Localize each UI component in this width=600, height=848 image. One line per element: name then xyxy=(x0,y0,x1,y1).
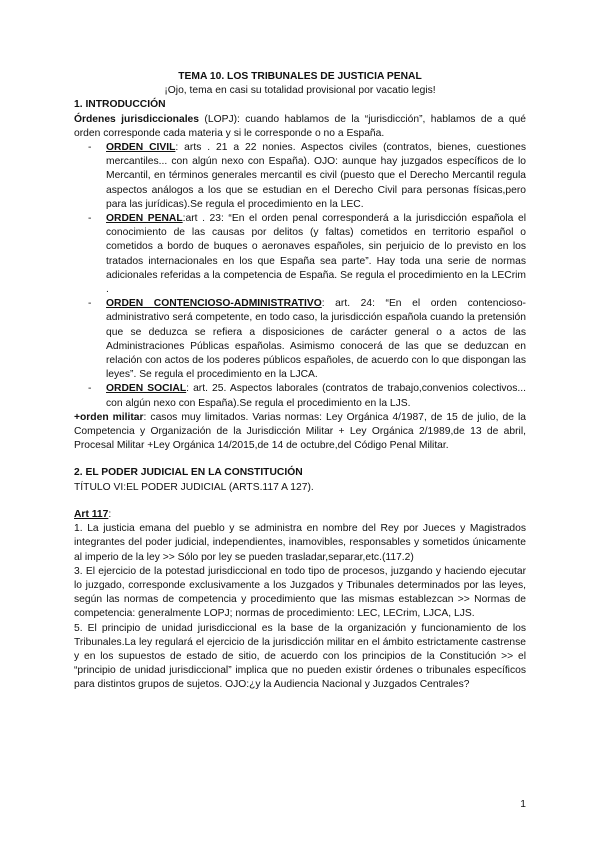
order-text: : art. 25. Aspectos laborales (contratos de trabajo,convenios colectivos... con algún nexo con España).Se regula el procedimiento en la LJS. xyxy=(106,383,527,409)
order-label: ORDEN SOCIAL xyxy=(106,383,187,395)
article-label: Art 117 xyxy=(74,508,109,520)
page-number: 1 xyxy=(520,799,526,810)
military-text: : casos muy limitados. Varias normas: Ley Orgánica 4/1987, de 15 de julio, de la Competencia y Organización de la Jurisdicción Militar + Ley Orgánica 2/1989,de 13 de abril, Procesal Militar +Ley Orgánica 14/2015,de 14 de octubre,del Código Penal Militar. xyxy=(74,411,526,452)
section-1-heading: 1. INTRODUCCIÓN xyxy=(74,99,166,111)
order-label: ORDEN PENAL xyxy=(106,213,183,225)
document-body xyxy=(74,70,526,693)
article-paragraph: 5. El principio de unidad jurisdiccional es la base de la organización y funcionamiento de los Tribunales.La ley regulará el ejercicio de la jurisdicción militar en el ámbito estrictamente castrense y en los supuestos de estado de sitio, de acuerdo con los principios de la Constitución >> el “principio de unidad jurisdiccional” implica que no pueden existir órdenes o tribunales específicos para distintos grupos de sujetos. OJO:¿y la Audiencia Nacional y Juzgados Centrales? xyxy=(74,622,526,691)
intro-paragraph xyxy=(74,113,526,141)
military-paragraph xyxy=(74,411,526,454)
list-item xyxy=(96,212,526,297)
list-item xyxy=(96,297,526,382)
article-heading xyxy=(74,508,526,522)
list-item xyxy=(96,382,526,410)
document-title: TEMA 10. LOS TRIBUNALES DE JUSTICIA PENAL xyxy=(178,71,422,82)
jurisdiction-orders-list xyxy=(74,141,526,411)
article-colon: : xyxy=(108,508,112,520)
order-label: ORDEN CIVIL xyxy=(106,142,176,154)
list-item xyxy=(96,141,526,212)
order-text: : art. 24: “En el orden contencioso-administrativo será competente, en todo caso, la jurisdicción española cuando la pretensión que se deduzca se refiera a disposiciones de carácter general o a actos de las Administraciones Públicas españolas. Asimismo conocerá de las que se deduzcan en relación con actos de los poderes públicos españoles, de acuerdo con lo que dispongan las leyes”. Se regula el procedimiento en la LJCA. xyxy=(106,298,526,381)
section-2-heading: 2. EL PODER JUDICIAL EN LA CONSTITUCIÓN xyxy=(74,467,303,479)
intro-text: (LOPJ): cuando hablamos de la “jurisdicción”, hablamos de a qué orden corresponde cada materia y si le corresponde o no a España. xyxy=(74,113,527,139)
section-2-subheading: TÍTULO VI:EL PODER JUDICIAL (ARTS.117 A 127). xyxy=(74,481,314,493)
article-paragraph: 1. La justicia emana del pueblo y se administra en nombre del Rey por Jueces y Magistrados integrantes del poder judicial, independientes, inamovibles, responsables y sometidos únicamente al imperio de la ley >> Sólo por ley se pueden trasladar,separar,etc.(117.2) xyxy=(74,523,526,563)
document-subtitle: ¡Ojo, tema en casi su totalidad provisional por vacatio legis! xyxy=(164,85,436,97)
order-label: ORDEN CONTENCIOSO-ADMINISTRATIVO xyxy=(106,298,322,310)
military-label: +orden militar xyxy=(74,411,144,423)
article-paragraph: 3. El ejercicio de la potestad jurisdiccional en todo tipo de procesos, juzgando y haciendo ejecutar lo juzgado, corresponde exclusivamente a los Juzgados y Tribunales determinados por las leyes, según las normas de competencia y procedimiento que las mismas establezcan >> Normas de competencia: generalmente LOPJ; normas de procedimiento: LEC, LECrim, LJCA, LJS. xyxy=(74,565,526,620)
order-text: : arts . 21 a 22 nonies. Aspectos civiles (contratos, bienes, cuestiones mercantiles... con algún nexo con España). OJO: aunque hay juzgados específicos de lo Mercantil, en términos generales mercantil es civil (puesto que el Derecho Mercantil regula aspectos análogos a los que se estudian en el Derecho Civil para personas físicas,pero para las jurídicas).Se regula el procedimiento en la LEC. xyxy=(106,142,526,210)
order-text: :art . 23: “En el orden penal corresponderá a la jurisdicción española el conocimiento de las causas por delitos (y faltas) cometidos en territorio español o cometidos a bordo de buques o aeronaves españoles, sin perjuicio de lo previsto en los tratados internacionales en los que España sea parte”. Hay toda una serie de normas adicionales referidas a la competencia de España. Se regula el procedimiento en la LECrim . xyxy=(106,213,526,296)
intro-label: Órdenes jurisdiccionales xyxy=(74,113,200,125)
